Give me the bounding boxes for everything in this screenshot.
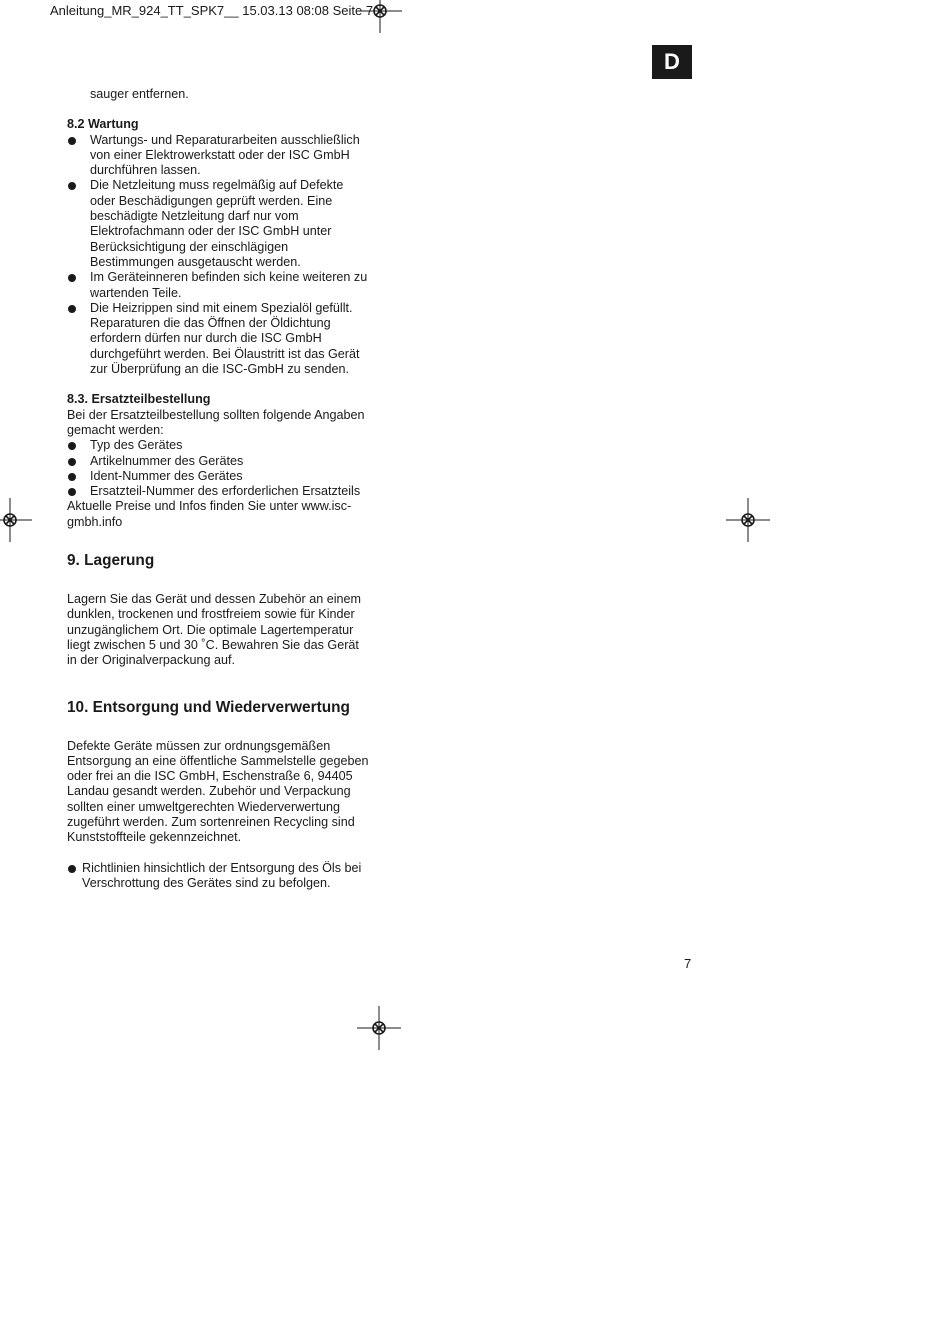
- section-8-3-intro: Bei der Ersatzteilbestellung sollten folgende Angaben gemacht werden:: [67, 407, 365, 437]
- section-10-body: Defekte Geräte müssen zur ordnungsgemäßen Entsorgung an eine öffentliche Sammelstelle gegeben oder frei an die ISC GmbH, Eschenstraße 6, 94405 Landau gesandt werden. Zubehör und Verpackung sollten einer umweltgerechten Wiederverwertung zugeführt werden. Zum sortenreinen Recycling sind Kunststoffteile gekennzeichnet.: [67, 738, 369, 845]
- registration-mark-icon: [0, 498, 32, 542]
- spacer: [67, 717, 372, 739]
- spacer: [67, 846, 372, 861]
- section-8-3-heading: 8.3. Ersatzteilbestellung: [67, 392, 211, 407]
- registration-mark-icon: [358, 0, 402, 33]
- bullet-item: Wartungs- und Reparaturarbeiten ausschließlich von einer Elektrowerkstatt oder der ISC GmbH durchführen lassen.: [67, 133, 372, 179]
- spacer: [67, 102, 372, 117]
- bullet-item: Typ des Gerätes: [67, 438, 372, 453]
- print-file-info: Anleitung_MR_924_TT_SPK7__ 15.03.13 08:08 Seite 7: [50, 3, 374, 18]
- bullet-item: Die Netzleitung muss regelmäßig auf Defekte oder Beschädigungen geprüft werden. Eine beschädigte Netzleitung darf nur vom Elektrofachmann oder der ISC GmbH unter Berücksichtigung der einschlägigen Bestimmungen ausgetauscht werden.: [67, 178, 372, 270]
- continuation-text: sauger entfernen.: [90, 87, 189, 101]
- spacer: [67, 570, 372, 592]
- bullet-item: Die Heizrippen sind mit einem Spezialöl gefüllt. Reparaturen die das Öffnen der Öldichtung erfordern dürfen nur durch die ISC GmbH durchgeführt werden. Bei Ölaustritt ist das Gerät zur Überprüfung an die ISC-GmbH zu senden.: [67, 301, 372, 377]
- section-8-3-outro: Aktuelle Preise und Infos finden Sie unter www.isc-gmbh.info: [67, 499, 352, 529]
- section-10-title: 10. Entsorgung und Wiederverwertung: [67, 698, 350, 716]
- section-8-2-heading: 8.2 Wartung: [67, 117, 139, 132]
- language-badge: D: [652, 45, 692, 79]
- page-number: 7: [684, 956, 692, 971]
- spacer: [67, 377, 372, 392]
- registration-mark-icon: [726, 498, 770, 542]
- bullet-item: Im Geräteinneren befinden sich keine weiteren zu wartenden Teile.: [67, 270, 372, 301]
- section-8-2-bullet-list: [67, 133, 372, 378]
- registration-mark-icon: [357, 1006, 401, 1050]
- spacer: [67, 669, 372, 699]
- main-text-column: [67, 87, 372, 891]
- section-9-body: Lagern Sie das Gerät und dessen Zubehör an einem dunklen, trockenen und frostfreiem sowie für Kinder unzugänglichem Ort. Die optimale Lagertemperatur liegt zwischen 5 und 30 ˚C. Bewahren Sie das Gerät in der Originalverpackung auf.: [67, 592, 362, 668]
- bullet-item: Artikelnummer des Gerätes: [67, 454, 372, 469]
- bullet-item: Ident-Nummer des Gerätes: [67, 469, 372, 484]
- spacer: [67, 530, 372, 552]
- section-9-title: 9. Lagerung: [67, 552, 155, 570]
- section-8-3-bullet-list: [67, 438, 372, 499]
- section-10-bullet-list: [67, 861, 372, 892]
- bullet-item: Ersatzteil-Nummer des erforderlichen Ersatzteils: [67, 484, 372, 499]
- bullet-item: Richtlinien hinsichtlich der Entsorgung des Öls bei Verschrottung des Gerätes sind zu befolgen.: [67, 861, 372, 892]
